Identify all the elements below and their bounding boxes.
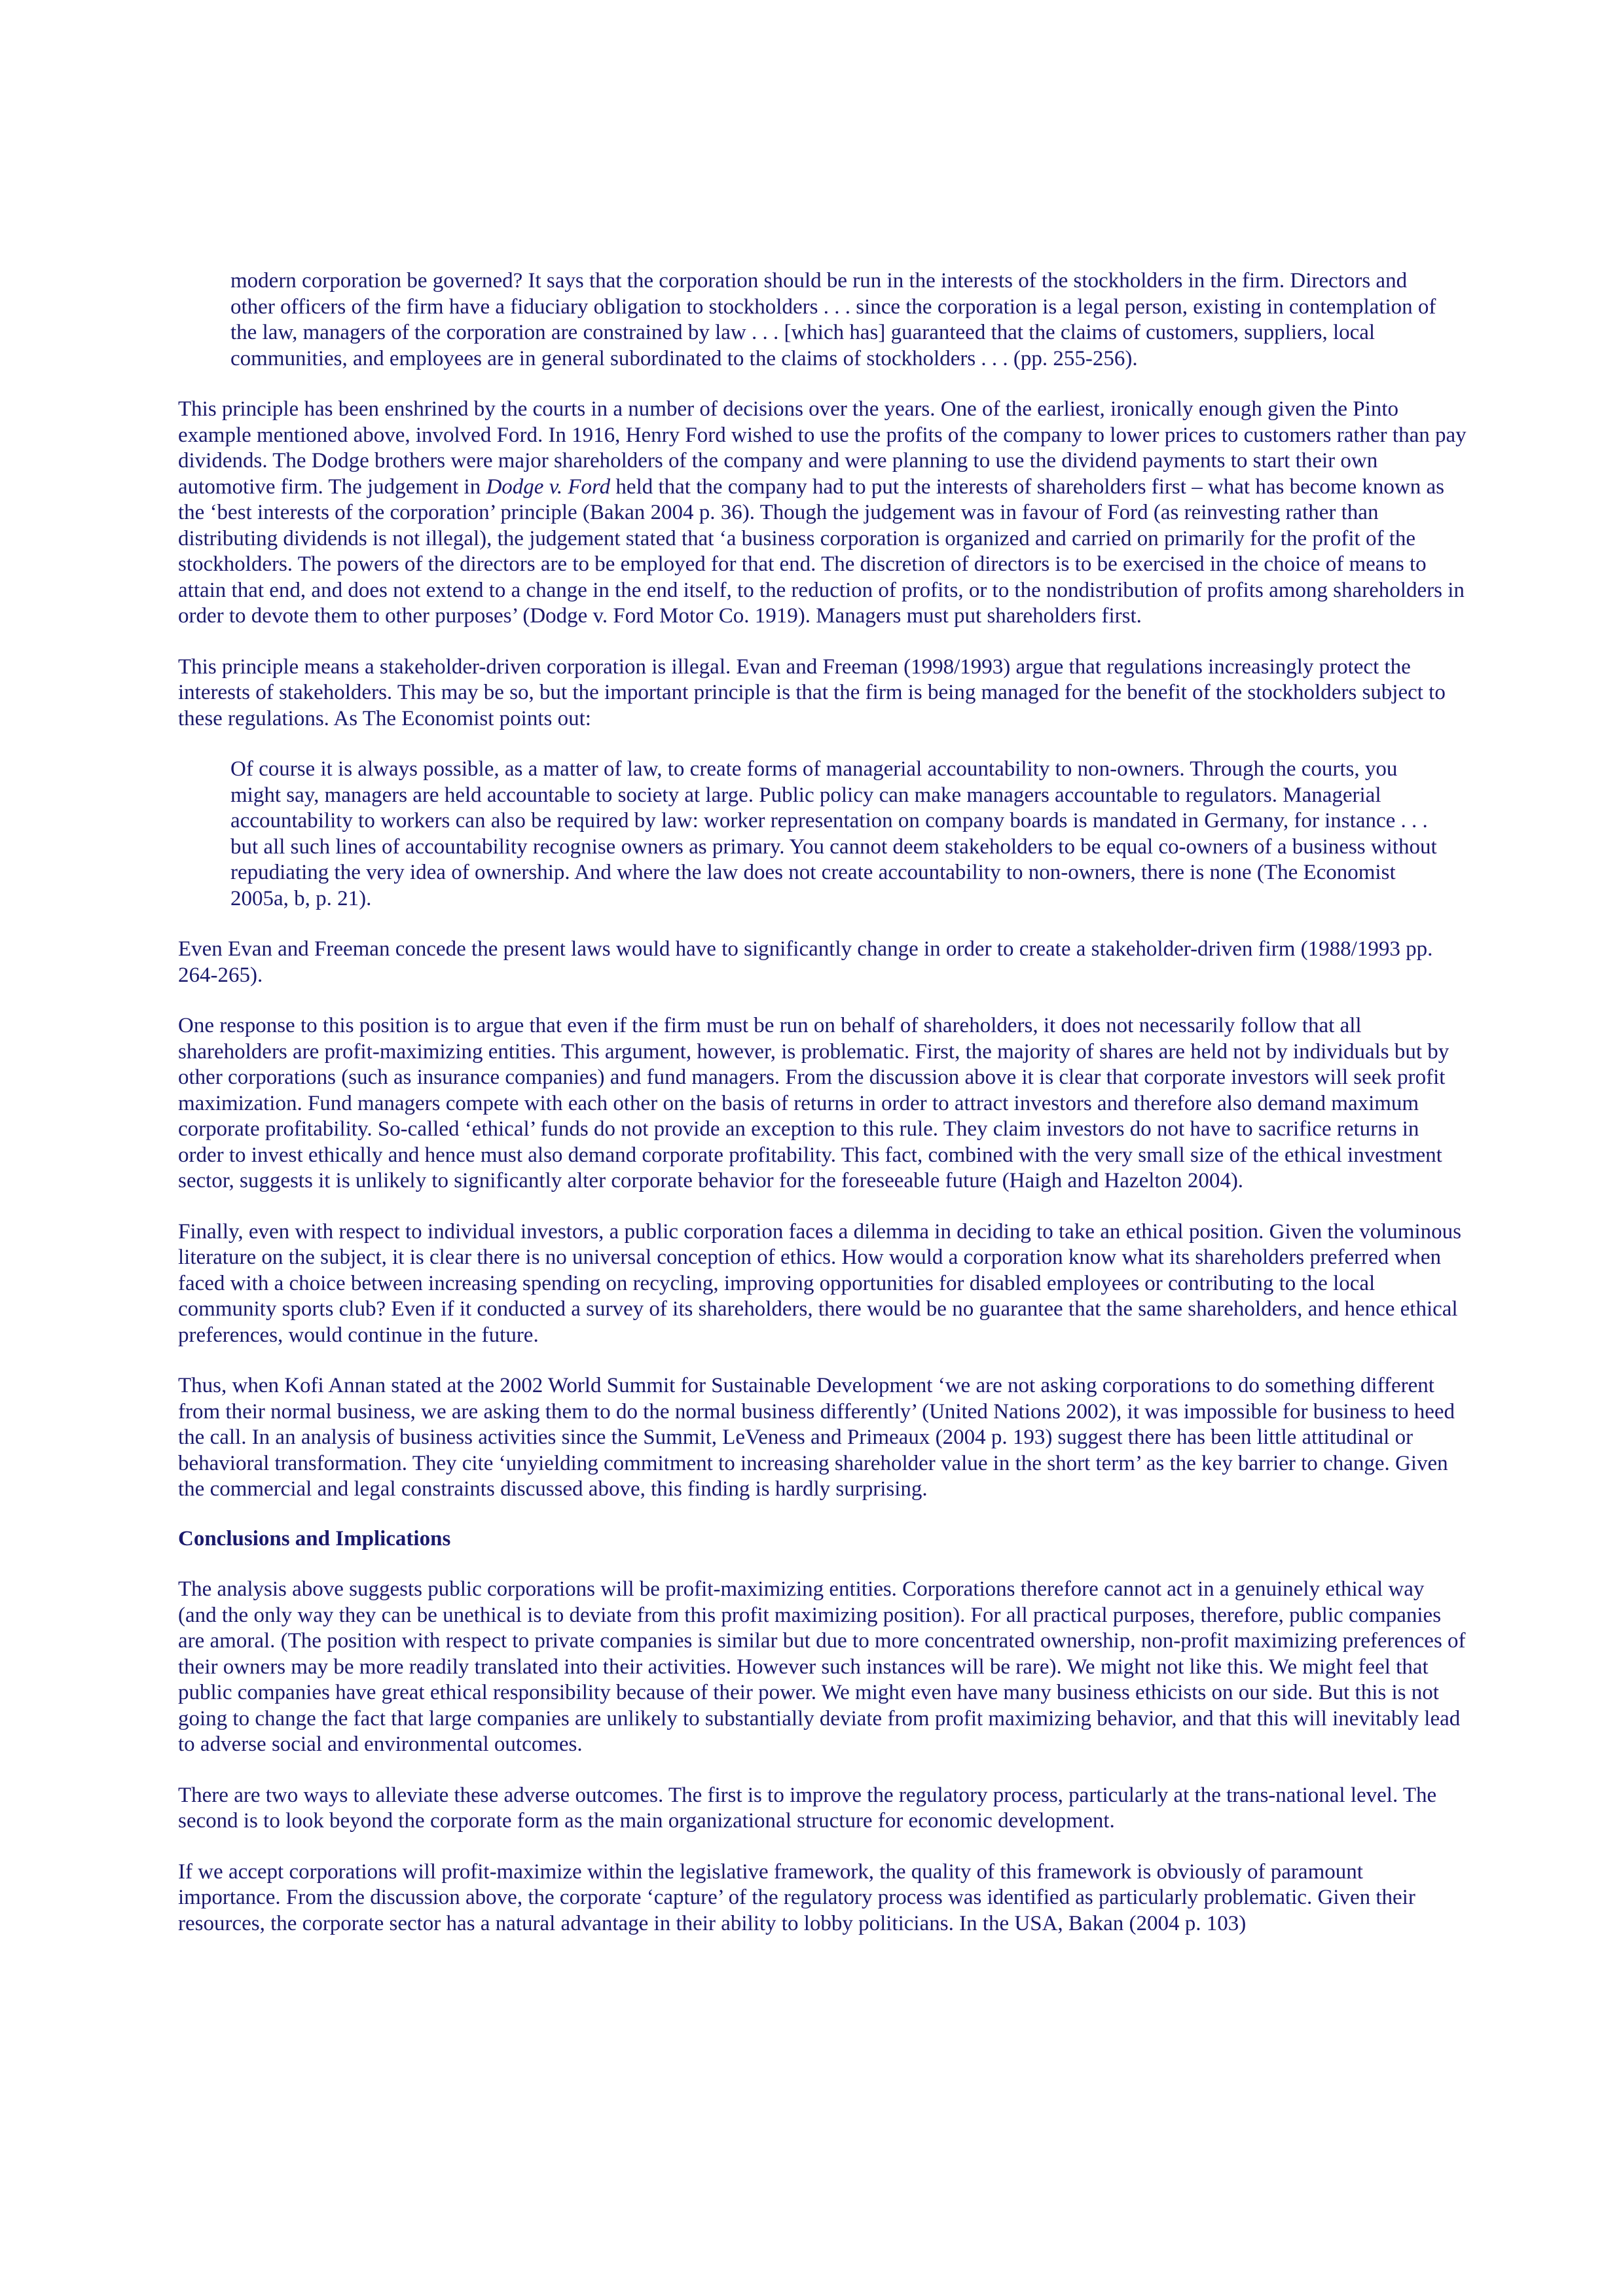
paragraph-legislative-framework: If we accept corporations will profit-maximize within the legislative framework, the quality of this framework is obviously of paramount importance. From the discussion above, the corporate ‘capture’ of the regulatory process was identified as particularly problematic. Given their resources, the corporate sector has a natural advantage in their ability to lobby politicians. In the USA, Bakan (2004 p. 103) xyxy=(178,1859,1415,1935)
paragraph-shareholders-profit: One response to this position is to argue that even if the firm must be run on behalf of shareholders, it does not necessarily follow that all shareholders are profit-maximizing entities. This argument, however, is problematic. First, the majority of shares are held not by individuals but by other corporations (such as insurance companies) and fund managers. From the discussion above it is clear that corporate investors will seek profit maximization. Fund managers compete with each other on the basis of returns in order to attract investors and therefore also demand maximum corporate profitability. So-called ‘ethical’ funds do not provide an exception to this rule. They claim investors do not have to sacrifice returns in order to invest ethically and hence must also demand corporate profitability. This fact, combined with the very small size of the ethical investment sector, suggests it is unlikely to significantly alter corporate behavior for the foreseeable future (Haigh and Hazelton 2004). xyxy=(178,1014,1450,1193)
paragraph-stakeholder-illegal: This principle means a stakeholder-driven corporation is illegal. Evan and Freeman (1998/1993) argue that regulations increasingly protect the interests of stakeholders. This may be so, but the important principle is that the firm is being managed for the benefit of the stockholders subject to these regulations. As The Economist points out: xyxy=(178,655,1446,730)
paragraph-text: This principle has been enshrined by the courts in a number of decisions over the years. One of the earliest, ironically enough given the Pinto example mentioned above, involved Ford. In 1916, Henry Ford wished to use the profits of the company to lower prices to customers rather than pay dividends. The Dodge brothers were major shareholders of the company and were planning to use the dividend payments to start their own automotive firm. The judgement in xyxy=(178,397,1467,499)
paragraph-text: held that the company had to put the interests of shareholders first – what has become known as the ‘best interests of the corporation’ principle (Bakan 2004 p. 36). Though the judgement was in favour of Ford (as reinvesting rather than distributing dividends is not illegal), the judgement stated that ‘a business corporation is organized and carried on primarily for the profit of the stockholders. The powers of the directors are to be employed for that end. The discretion of directors is to be exercised in the choice of means to attain that end, and does not extend to a change in the end itself, to the reduction of profits, or to the nondistribution of profits among shareholders in order to devote them to other purposes’ (Dodge v. Ford Motor Co. 1919). Managers must put shareholders first. xyxy=(178,475,1465,628)
paragraph-conclusions: The analysis above suggests public corporations will be profit-maximizing entities. Corporations therefore cannot act in a genuinely ethical way (and the only way they can be unethical is to deviate from this profit maximizing position). For all practical purposes, therefore, public companies are amoral. (The position with respect to private companies is similar but due to more concentrated ownership, non-profit maximizing preferences of their owners may be more readily translated into their activities. However such instances will be rare). We might not like this. We might feel that public companies have great ethical responsibility because of their power. We might even have many business ethicists on our side. But this is not going to change the fact that large companies are unlikely to substantially deviate from profit maximizing behavior, and that this will inevitably lead to adverse social and environmental outcomes. xyxy=(178,1577,1466,1756)
block-quote-stockholders: modern corporation be governed? It says that the corporation should be run in the interests of the stockholders in the firm. Directors and other officers of the firm have a fiduciary obligation to stockholders . . . since the corporation is a legal person, existing in contemplation of the law, managers of the corporation are constrained by law . . . [which has] guaranteed that the claims of customers, suppliers, local communities, and employees are in general subordinated to the claims of stockholders . . . (pp. 255-256). xyxy=(230,269,1436,370)
section-heading: Conclusions and Implications xyxy=(178,1526,451,1551)
paragraph-individual-investors: Finally, even with respect to individual investors, a public corporation faces a dilemma in deciding to take an ethical position. Given the voluminous literature on the subject, it is clear there is no universal conception of ethics. How would a corporation know what its shareholders preferred when faced with a choice between increasing spending on recycling, improving opportunities for disabled employees or contributing to the local community sports club? Even if it conducted a survey of its shareholders, there would be no guarantee that the same shareholders, and hence ethical preferences, would continue in the future. xyxy=(178,1219,1461,1347)
block-quote-economist: Of course it is always possible, as a matter of law, to create forms of managerial accountability to non-owners. Through the courts, you might say, managers are held accountable to society at large. Public policy can make managers accountable to regulators. Managerial accountability to workers can also be required by law: worker representation on company boards is mandated in Germany, for instance . . . but all such lines of accountability recognise owners as primary. You cannot deem stakeholders to be equal co-owners of a business without repudiating the very idea of ownership. And where the law does not create accountability to non-owners, there is none (The Economist 2005a, b, p. 21). xyxy=(230,757,1437,910)
case-name-italic: Dodge v. Ford xyxy=(486,475,611,499)
document-page xyxy=(178,268,1468,1937)
paragraph-two-ways: There are two ways to alleviate these adverse outcomes. The first is to improve the regulatory process, particularly at the trans-national level. The second is to look beyond the corporate form as the main organizational structure for economic development. xyxy=(178,1783,1437,1833)
paragraph-evan-freeman: Even Evan and Freeman concede the present laws would have to significantly change in order to create a stakeholder-driven firm (1988/1993 pp. 264-265). xyxy=(178,937,1433,987)
paragraph-dodge-v-ford xyxy=(178,397,1468,630)
paragraph-kofi-annan: Thus, when Kofi Annan stated at the 2002 World Summit for Sustainable Development ‘we are not asking corporations to do something different from their normal business, we are asking them to do the normal business differently’ (United Nations 2002), it was impossible for business to heed the call. In an analysis of business activities since the Summit, LeVeness and Primeaux (2004 p. 193) suggest there has been little attitudinal or behavioral transformation. They cite ‘unyielding commitment to increasing shareholder value in the short term’ as the key barrier to change. Given the commercial and legal constraints discussed above, this finding is hardly surprising. xyxy=(178,1374,1455,1501)
